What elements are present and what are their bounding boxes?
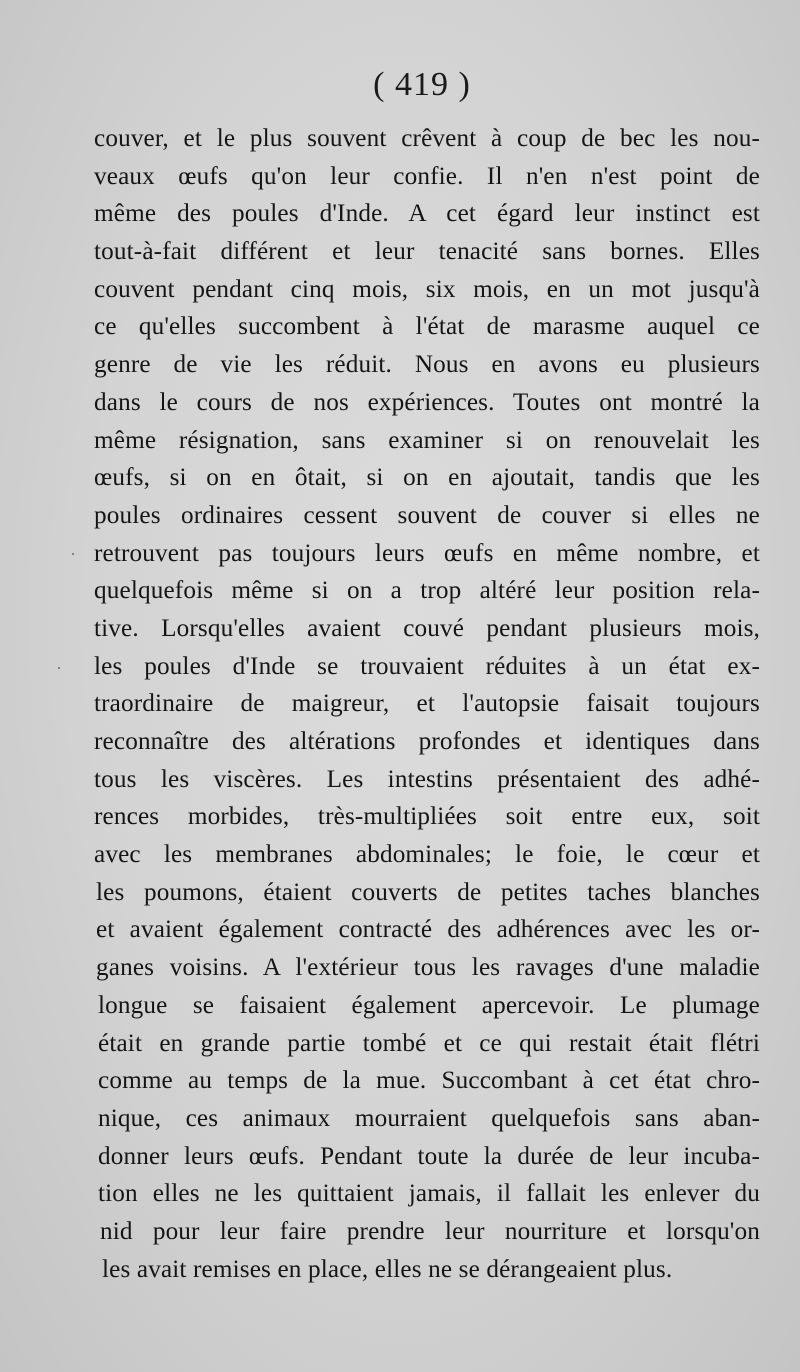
text-line: longue se faisaient également apercevoir. Le plumage	[98, 991, 760, 1019]
text-line: les avait remises en place, elles ne se dérangeaient plus.	[102, 1255, 673, 1283]
text-line: les poumons, étaient couverts de petites taches blanches	[96, 878, 760, 906]
text-line: rences morbides, très-multipliées soit entre eux, soit	[94, 803, 760, 831]
text-line: couvent pendant cinq mois, six mois, en un mot jusqu'à	[94, 275, 760, 303]
page-number: ( 419 )	[373, 66, 471, 103]
margin-speck: ·	[70, 544, 76, 564]
text-line: avec les membranes abdominales; le foie, le cœur et	[94, 841, 760, 869]
text-line: tous les viscères. Les intestins présentaient des adhé-	[94, 765, 760, 793]
text-line: nid pour leur faire prendre leur nourriture et lorsqu'on	[100, 1217, 760, 1245]
text-line: poules ordinaires cessent souvent de couver si elles ne	[94, 501, 760, 529]
text-line: tive. Lorsqu'elles avaient couvé pendant plusieurs mois,	[94, 614, 760, 642]
text-line: les poules d'Inde se trouvaient réduites à un état ex-	[94, 652, 760, 680]
text-line: tion elles ne les quittaient jamais, il fallait les enlever du	[98, 1180, 760, 1208]
text-line: quelquefois même si on a trop altéré leur position rela-	[94, 577, 760, 605]
text-line: genre de vie les réduit. Nous en avons eu plusieurs	[94, 351, 760, 379]
text-line: même résignation, sans examiner si on renouvelait les	[94, 426, 760, 454]
text-line: traordinaire de maigreur, et l'autopsie faisait toujours	[94, 690, 760, 718]
text-line: comme au temps de la mue. Succombant à cet état chro-	[98, 1067, 760, 1095]
text-line: veaux œufs qu'on leur confie. Il n'en n'est point de	[94, 162, 760, 190]
body-text	[92, 120, 760, 1288]
text-line: dans le cours de nos expériences. Toutes ont montré la	[94, 388, 760, 416]
text-line: ce qu'elles succombent à l'état de marasme auquel ce	[94, 313, 760, 341]
text-line: retrouvent pas toujours leurs œufs en même nombre, et	[94, 539, 760, 567]
text-line: même des poules d'Inde. A cet égard leur instinct est	[94, 200, 760, 228]
text-line: couver, et le plus souvent crêvent à coup de bec les nou-	[94, 125, 760, 152]
text-line: et avaient également contracté des adhérences avec les or-	[96, 916, 760, 944]
text-line: donner leurs œufs. Pendant toute la durée de leur incuba-	[98, 1142, 760, 1170]
text-line: nique, ces animaux mourraient quelquefois sans aban-	[98, 1104, 760, 1132]
text-line: reconnaître des altérations profondes et identiques dans	[94, 728, 760, 755]
text-line: était en grande partie tombé et ce qui restait était flétri	[98, 1029, 760, 1057]
text-line: tout-à-fait différent et leur tenacité sans bornes. Elles	[94, 238, 760, 266]
text-line: œufs, si on en ôtait, si on en ajoutait, tandis que les	[94, 464, 760, 492]
text-line: ganes voisins. A l'extérieur tous les ravages d'une maladie	[96, 954, 760, 982]
margin-speck: ·	[56, 658, 62, 678]
